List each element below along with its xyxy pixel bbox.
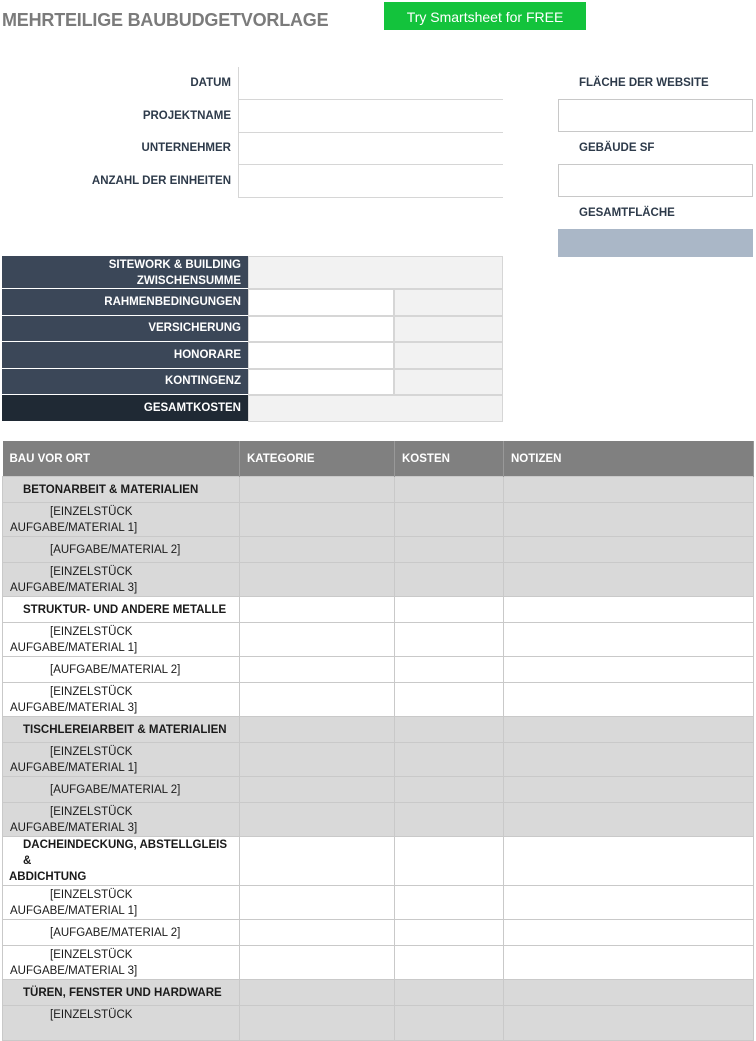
item-name[interactable]	[3, 657, 240, 683]
honorare-input[interactable]	[248, 342, 394, 369]
category-name: TÜREN, FENSTER UND HARDWARE	[3, 980, 240, 1006]
table-row	[3, 946, 754, 980]
category-row	[3, 717, 754, 743]
table-row	[3, 743, 754, 777]
table-row	[3, 777, 754, 803]
cell[interactable]	[240, 657, 395, 683]
category-row	[3, 477, 754, 503]
flaeche-label: FLÄCHE DER WEBSITE	[579, 77, 709, 89]
cell[interactable]	[504, 1006, 754, 1041]
category-line2: ABDICHTUNG	[9, 871, 87, 883]
unternehmer-field[interactable]	[238, 132, 503, 165]
table-header-row	[3, 441, 754, 477]
cell[interactable]	[240, 886, 395, 920]
cell[interactable]	[240, 717, 395, 743]
cell[interactable]	[504, 477, 754, 503]
gesamtflaeche-value	[558, 229, 753, 257]
category-name: STRUKTUR- UND ANDERE METALLE	[3, 597, 240, 623]
cell[interactable]	[240, 803, 395, 837]
cell[interactable]	[504, 777, 754, 803]
table-row	[3, 623, 754, 657]
cell[interactable]	[395, 623, 504, 657]
cell[interactable]	[240, 623, 395, 657]
datum-label: DATUM	[190, 77, 231, 89]
cell[interactable]	[395, 1006, 504, 1041]
header-kategorie: KATEGORIE	[240, 441, 395, 477]
cell[interactable]	[395, 946, 504, 980]
item-line1: [EINZELSTÜCK	[50, 745, 133, 758]
item-line1: [AUFGABE/MATERIAL 2]	[50, 663, 181, 676]
item-name[interactable]	[3, 777, 240, 803]
header-notizen: NOTIZEN	[504, 441, 754, 477]
header-bau-vor-ort: BAU VOR ORT	[3, 441, 240, 477]
cell[interactable]	[395, 886, 504, 920]
item-line2: AUFGABE/MATERIAL 1]	[10, 761, 138, 774]
cell[interactable]	[504, 657, 754, 683]
item-name[interactable]	[3, 803, 240, 837]
table-row	[3, 563, 754, 597]
datum-field[interactable]	[238, 67, 503, 100]
cell[interactable]	[395, 563, 504, 597]
projektname-field[interactable]	[238, 100, 503, 133]
cell[interactable]	[395, 777, 504, 803]
item-name[interactable]	[3, 743, 240, 777]
item-line1: [EINZELSTÜCK	[50, 565, 133, 578]
cell[interactable]	[504, 803, 754, 837]
item-line1: [AUFGABE/MATERIAL 2]	[50, 543, 181, 556]
cell[interactable]	[395, 503, 504, 537]
honorare-label: HONORARE	[2, 342, 248, 369]
cell[interactable]	[504, 683, 754, 717]
einheiten-label: ANZAHL DER EINHEITEN	[91, 175, 231, 187]
cell[interactable]	[240, 503, 395, 537]
item-line2: AUFGABE/MATERIAL 3]	[10, 581, 138, 594]
table-row	[3, 920, 754, 946]
cell[interactable]	[240, 537, 395, 563]
cell[interactable]	[240, 837, 395, 886]
honorare-value	[394, 342, 503, 369]
cell[interactable]	[395, 980, 504, 1006]
item-line1: [AUFGABE/MATERIAL 2]	[50, 926, 181, 939]
rahmen-value	[394, 289, 503, 316]
try-smartsheet-button[interactable]: Try Smartsheet for FREE	[384, 2, 586, 30]
cell[interactable]	[504, 597, 754, 623]
header-kosten: KOSTEN	[395, 441, 504, 477]
item-line1: [EINZELSTÜCK	[50, 1009, 133, 1021]
category-row	[3, 980, 754, 1006]
cell[interactable]	[504, 920, 754, 946]
gesamtkosten-label: GESAMTKOSTEN	[2, 395, 248, 422]
category-row	[3, 597, 754, 623]
cell[interactable]	[240, 946, 395, 980]
item-line1: [EINZELSTÜCK	[50, 625, 133, 638]
item-name[interactable]	[3, 920, 240, 946]
cell[interactable]	[240, 920, 395, 946]
table-row	[3, 886, 754, 920]
gebaeude-field[interactable]	[558, 164, 753, 197]
item-line2: AUFGABE/MATERIAL 1]	[10, 641, 138, 654]
sitework-subtotal-label	[2, 256, 248, 289]
cell[interactable]	[504, 503, 754, 537]
item-name[interactable]	[3, 563, 240, 597]
item-name[interactable]	[3, 503, 240, 537]
versicherung-input[interactable]	[248, 316, 394, 342]
cell[interactable]	[240, 477, 395, 503]
cell[interactable]	[240, 980, 395, 1006]
category-name	[3, 837, 240, 886]
sitework-subtotal-value	[248, 256, 503, 289]
unternehmer-label: UNTERNEHMER	[141, 142, 231, 154]
flaeche-field[interactable]	[558, 99, 753, 132]
item-name[interactable]	[3, 683, 240, 717]
item-line1: [EINZELSTÜCK	[50, 685, 133, 698]
item-name[interactable]	[3, 946, 240, 980]
category-row	[3, 837, 754, 886]
cell[interactable]	[240, 597, 395, 623]
cell[interactable]	[240, 683, 395, 717]
item-line1: [AUFGABE/MATERIAL 2]	[50, 783, 181, 796]
sitework-line2: ZWISCHENSUMME	[136, 275, 241, 287]
cell[interactable]	[395, 477, 504, 503]
einheiten-field[interactable]	[238, 165, 503, 198]
item-line2: AUFGABE/MATERIAL 3]	[10, 964, 138, 977]
cell[interactable]	[395, 597, 504, 623]
item-line2: AUFGABE/MATERIAL 3]	[10, 821, 138, 834]
item-line1: [EINZELSTÜCK	[50, 948, 133, 961]
category-name: BETONARBEIT & MATERIALIEN	[3, 477, 240, 503]
cell[interactable]	[395, 657, 504, 683]
versicherung-label: VERSICHERUNG	[2, 316, 248, 342]
cell[interactable]	[504, 837, 754, 886]
item-line2: AUFGABE/MATERIAL 3]	[10, 701, 138, 714]
item-name[interactable]	[3, 537, 240, 563]
item-line1: [EINZELSTÜCK	[50, 888, 133, 901]
cell[interactable]	[395, 743, 504, 777]
versicherung-value	[394, 316, 503, 342]
item-line2: AUFGABE/MATERIAL 1]	[10, 904, 138, 917]
kontingenz-value	[394, 369, 503, 395]
item-line2: AUFGABE/MATERIAL 1]	[10, 521, 138, 534]
cell[interactable]	[504, 946, 754, 980]
cell[interactable]	[395, 683, 504, 717]
gesamtflaeche-label: GESAMTFLÄCHE	[579, 207, 675, 219]
cell[interactable]	[504, 743, 754, 777]
page-title: MEHRTEILIGE BAUBUDGETVORLAGE	[2, 10, 329, 30]
table-row	[3, 503, 754, 537]
budget-table	[2, 441, 754, 1041]
table-row	[3, 1006, 754, 1041]
table-row	[3, 683, 754, 717]
item-name[interactable]	[3, 1006, 240, 1041]
projektname-label: PROJEKTNAME	[142, 110, 231, 122]
cell[interactable]	[504, 717, 754, 743]
kontingenz-label: KONTINGENZ	[2, 369, 248, 395]
rahmen-input[interactable]	[248, 289, 394, 316]
cell[interactable]	[504, 623, 754, 657]
kontingenz-input[interactable]	[248, 369, 394, 395]
cell[interactable]	[395, 837, 504, 886]
item-line1: [EINZELSTÜCK	[50, 805, 133, 818]
cell[interactable]	[395, 537, 504, 563]
item-name[interactable]	[3, 886, 240, 920]
category-name: TISCHLEREIARBEIT & MATERIALIEN	[3, 717, 240, 743]
gesamtkosten-value	[248, 395, 503, 422]
cell[interactable]	[240, 563, 395, 597]
category-line1: DACHEINDECKUNG, ABSTELLGLEIS &	[23, 839, 228, 867]
cell[interactable]	[395, 920, 504, 946]
cell[interactable]	[240, 777, 395, 803]
gebaeude-label: GEBÄUDE SF	[579, 142, 655, 154]
item-line1: [EINZELSTÜCK	[50, 505, 133, 518]
table-row	[3, 657, 754, 683]
cell[interactable]	[240, 1006, 395, 1041]
rahmen-label: RAHMENBEDINGUNGEN	[2, 289, 248, 316]
cell[interactable]	[504, 537, 754, 563]
sitework-line1: SITEWORK & BUILDING	[108, 259, 241, 271]
table-row	[3, 537, 754, 563]
cell[interactable]	[395, 803, 504, 837]
item-name[interactable]	[3, 623, 240, 657]
table-row	[3, 803, 754, 837]
cell[interactable]	[395, 717, 504, 743]
cell[interactable]	[504, 980, 754, 1006]
cell[interactable]	[240, 743, 395, 777]
cell[interactable]	[504, 563, 754, 597]
cell[interactable]	[504, 886, 754, 920]
